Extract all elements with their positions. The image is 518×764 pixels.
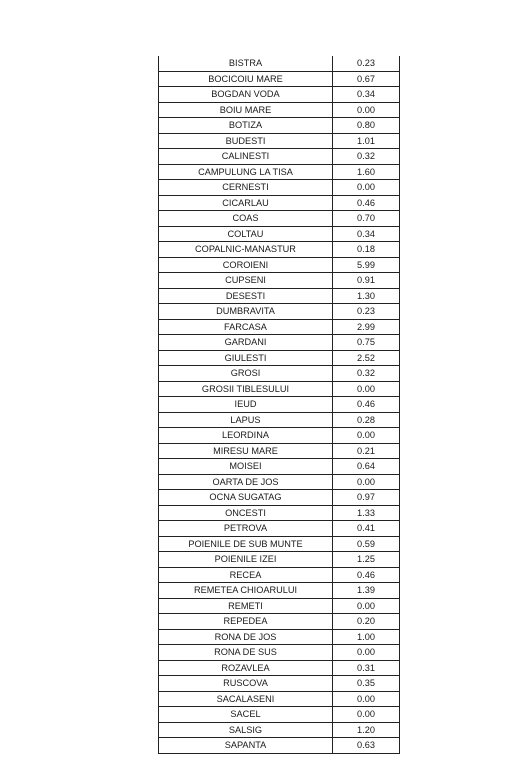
- value-cell: 0.32: [333, 149, 400, 165]
- value-cell: 2.99: [333, 319, 400, 335]
- value-cell: 0.23: [333, 56, 400, 71]
- table-row: [159, 521, 400, 537]
- table-row: [159, 738, 400, 754]
- locality-name-cell: COLTAU: [159, 226, 333, 242]
- value-cell: 0.41: [333, 521, 400, 537]
- value-cell: 0.00: [333, 598, 400, 614]
- locality-name-cell: ONCESTI: [159, 505, 333, 521]
- locality-name-cell: SAPANTA: [159, 738, 333, 754]
- table-row: [159, 56, 400, 71]
- table-row: [159, 288, 400, 304]
- table-row: [159, 536, 400, 552]
- table-row: [159, 319, 400, 335]
- value-cell: 0.00: [333, 691, 400, 707]
- value-cell: 0.34: [333, 87, 400, 103]
- value-cell: 0.64: [333, 459, 400, 475]
- value-cell: 0.28: [333, 412, 400, 428]
- locality-name-cell: REMETEA CHIOARULUI: [159, 583, 333, 599]
- table-row: [159, 335, 400, 351]
- value-cell: 0.46: [333, 195, 400, 211]
- value-cell: 0.00: [333, 707, 400, 723]
- locality-name-cell: GROSII TIBLESULUI: [159, 381, 333, 397]
- locality-name-cell: CICARLAU: [159, 195, 333, 211]
- value-cell: 0.46: [333, 567, 400, 583]
- value-cell: 1.39: [333, 583, 400, 599]
- locality-name-cell: DUMBRAVITA: [159, 304, 333, 320]
- value-cell: 0.31: [333, 660, 400, 676]
- locality-name-cell: POIENILE IZEI: [159, 552, 333, 568]
- value-cell: 0.18: [333, 242, 400, 258]
- value-cell: 0.00: [333, 102, 400, 118]
- table-row: [159, 87, 400, 103]
- value-cell: 0.80: [333, 118, 400, 134]
- value-cell: 5.99: [333, 257, 400, 273]
- value-cell: 0.70: [333, 211, 400, 227]
- value-cell: 1.25: [333, 552, 400, 568]
- table-row: [159, 257, 400, 273]
- locality-name-cell: BOIU MARE: [159, 102, 333, 118]
- table-row: [159, 381, 400, 397]
- locality-name-cell: REMETI: [159, 598, 333, 614]
- table-row: [159, 412, 400, 428]
- locality-name-cell: SACEL: [159, 707, 333, 723]
- value-cell: 0.75: [333, 335, 400, 351]
- value-cell: 0.97: [333, 490, 400, 506]
- locality-name-cell: RUSCOVA: [159, 676, 333, 692]
- table-row: [159, 149, 400, 165]
- locality-name-cell: COPALNIC-MANASTUR: [159, 242, 333, 258]
- locality-name-cell: SALSIG: [159, 722, 333, 738]
- value-cell: 0.20: [333, 614, 400, 630]
- locality-name-cell: GROSI: [159, 366, 333, 382]
- locality-name-cell: CUPSENI: [159, 273, 333, 289]
- table-row: [159, 598, 400, 614]
- value-cell: 0.00: [333, 428, 400, 444]
- value-cell: 1.60: [333, 164, 400, 180]
- table-row: [159, 102, 400, 118]
- locality-name-cell: ROZAVLEA: [159, 660, 333, 676]
- locality-name-cell: SACALASENI: [159, 691, 333, 707]
- locality-name-cell: FARCASA: [159, 319, 333, 335]
- value-cell: 0.91: [333, 273, 400, 289]
- table-row: [159, 211, 400, 227]
- table-row: [159, 645, 400, 661]
- locality-name-cell: CERNESTI: [159, 180, 333, 196]
- table-row: [159, 691, 400, 707]
- table-row: [159, 226, 400, 242]
- value-cell: 0.63: [333, 738, 400, 754]
- locality-name-cell: MOISEI: [159, 459, 333, 475]
- value-cell: 0.46: [333, 397, 400, 413]
- table-row: [159, 133, 400, 149]
- value-cell: 0.00: [333, 180, 400, 196]
- table-row: [159, 707, 400, 723]
- table-row: [159, 676, 400, 692]
- value-cell: 0.00: [333, 381, 400, 397]
- table-row: [159, 273, 400, 289]
- table-row: [159, 180, 400, 196]
- table-body: [159, 56, 400, 753]
- value-cell: 0.32: [333, 366, 400, 382]
- table-row: [159, 428, 400, 444]
- locality-name-cell: DESESTI: [159, 288, 333, 304]
- table-row: [159, 195, 400, 211]
- locality-name-cell: BUDESTI: [159, 133, 333, 149]
- value-cell: 2.52: [333, 350, 400, 366]
- data-sheet: [158, 56, 400, 754]
- locality-name-cell: CALINESTI: [159, 149, 333, 165]
- locality-name-cell: IEUD: [159, 397, 333, 413]
- locality-name-cell: BOTIZA: [159, 118, 333, 134]
- table-row: [159, 629, 400, 645]
- table-row: [159, 614, 400, 630]
- table-row: [159, 443, 400, 459]
- value-cell: 0.21: [333, 443, 400, 459]
- table-row: [159, 583, 400, 599]
- value-cell: 0.67: [333, 71, 400, 87]
- table-row: [159, 350, 400, 366]
- value-cell: 0.23: [333, 304, 400, 320]
- table-row: [159, 242, 400, 258]
- value-cell: 0.59: [333, 536, 400, 552]
- table-row: [159, 71, 400, 87]
- locality-name-cell: RONA DE JOS: [159, 629, 333, 645]
- value-cell: 0.34: [333, 226, 400, 242]
- value-cell: 1.00: [333, 629, 400, 645]
- locality-name-cell: OCNA SUGATAG: [159, 490, 333, 506]
- locality-name-cell: POIENILE DE SUB MUNTE: [159, 536, 333, 552]
- table-row: [159, 459, 400, 475]
- locality-name-cell: CAMPULUNG LA TISA: [159, 164, 333, 180]
- locality-name-cell: REPEDEA: [159, 614, 333, 630]
- value-cell: 0.35: [333, 676, 400, 692]
- locality-name-cell: COROIENI: [159, 257, 333, 273]
- table-row: [159, 505, 400, 521]
- table-row: [159, 397, 400, 413]
- locality-name-cell: COAS: [159, 211, 333, 227]
- table-row: [159, 722, 400, 738]
- value-cell: 0.00: [333, 645, 400, 661]
- value-cell: 1.01: [333, 133, 400, 149]
- locality-name-cell: BOCICOIU MARE: [159, 71, 333, 87]
- locality-name-cell: GARDANI: [159, 335, 333, 351]
- locality-name-cell: BISTRA: [159, 56, 333, 71]
- table-row: [159, 304, 400, 320]
- locality-name-cell: MIRESU MARE: [159, 443, 333, 459]
- table-row: [159, 474, 400, 490]
- data-table: [158, 56, 400, 754]
- locality-name-cell: OARTA DE JOS: [159, 474, 333, 490]
- table-row: [159, 118, 400, 134]
- table-row: [159, 552, 400, 568]
- table-row: [159, 490, 400, 506]
- table-row: [159, 366, 400, 382]
- locality-name-cell: PETROVA: [159, 521, 333, 537]
- value-cell: 1.20: [333, 722, 400, 738]
- table-row: [159, 164, 400, 180]
- table-row: [159, 567, 400, 583]
- locality-name-cell: RECEA: [159, 567, 333, 583]
- value-cell: 1.33: [333, 505, 400, 521]
- locality-name-cell: BOGDAN VODA: [159, 87, 333, 103]
- locality-name-cell: GIULESTI: [159, 350, 333, 366]
- value-cell: 1.30: [333, 288, 400, 304]
- value-cell: 0.00: [333, 474, 400, 490]
- locality-name-cell: RONA DE SUS: [159, 645, 333, 661]
- table-row: [159, 660, 400, 676]
- locality-name-cell: LEORDINA: [159, 428, 333, 444]
- locality-name-cell: LAPUS: [159, 412, 333, 428]
